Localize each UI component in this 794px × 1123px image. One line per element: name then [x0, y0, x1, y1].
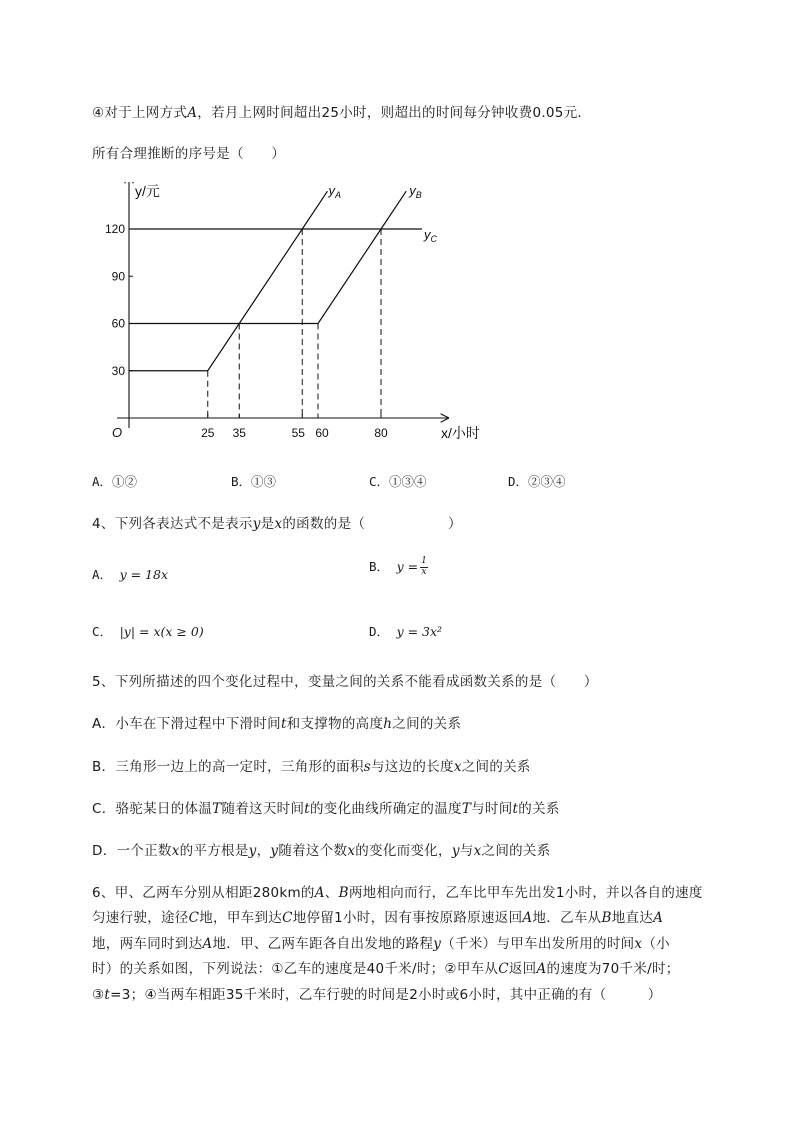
x-tick-label: 35	[232, 426, 246, 440]
chart-labels	[105, 183, 480, 441]
series-label-yA: $y_A$	[328, 183, 341, 201]
q6-line-2: 匀速行驶，途径C地，甲车到达C地停留1小时，因有事按原路原速返回A地．乙车从B地直达A	[92, 910, 664, 926]
series-label-yB: $y_B$	[409, 183, 422, 201]
q5-option-a[interactable]: A．小车在下滑过程中下滑时间t和支撑物的高度h之间的关系	[92, 716, 462, 732]
q5-option-d[interactable]: D．一个正数x的平方根是y，y随着这个数x的变化而变化，y与x之间的关系	[92, 843, 551, 859]
q4-option-a[interactable]: A． y = 18x	[92, 567, 168, 582]
q3-option-d[interactable]: D．②③④	[508, 474, 566, 489]
q4-stem: 4、下列各表达式不是表示y是x的函数的是（ ）	[92, 516, 462, 532]
series-line-yB	[129, 191, 406, 323]
q6-line-3: 地，两车同时到达A地．甲、乙两车距各自出发地的路程y（千米）与甲车出发所用的时间x（小	[92, 936, 670, 952]
chart-axes	[117, 182, 448, 428]
q6-line-4: 时）的关系如图，下列说法：①乙车的速度是40千米/时；②甲车从C返回A的速度为70千米/时；	[92, 961, 680, 977]
y-tick-label: 90	[111, 269, 125, 284]
q4-option-c[interactable]: C． |y| = x(x ≥ 0)	[92, 624, 204, 639]
q5-option-b[interactable]: B．三角形一边上的高一定时，三角形的面积s与这边的长度x之间的关系	[92, 759, 531, 775]
q6-line-5: ③t=3；④当两车相距35千米时，乙车行驶的时间是2小时或6小时，其中正确的有（ ）	[92, 987, 662, 1003]
fraction-1-over-x: $\frac{1}{x}$	[421, 556, 427, 577]
y-tick-label: 30	[111, 363, 125, 378]
y-tick-label: 120	[104, 222, 125, 236]
x-tick-label: 55	[291, 426, 305, 440]
origin-label: O	[112, 425, 123, 440]
q5-option-c[interactable]: C．骆驼某日的体温T随着这天时间t的变化曲线所确定的温度T与时间t的关系	[92, 801, 560, 817]
x-tick-label: 60	[315, 426, 329, 440]
series-line-yA	[129, 191, 327, 371]
x-tick-label: 80	[374, 426, 388, 440]
q4-option-d[interactable]: D． y = 3x²	[369, 624, 443, 639]
x-tick-label: 25	[201, 426, 215, 440]
q3-option-c[interactable]: C．①③④	[369, 474, 427, 489]
q5-stem: 5、下列所描述的四个变化过程中，变量之间的关系不能看成函数关系的是（ ）	[92, 674, 598, 690]
q3-option-a[interactable]: A．①②	[92, 474, 138, 489]
series-label-yC: $y_C$	[423, 227, 437, 244]
x-axis-label: x/小时	[441, 425, 480, 441]
q3-option-b[interactable]: B．①③	[231, 474, 277, 489]
y-tick-label: 60	[111, 316, 125, 331]
q3-prompt: 所有合理推断的序号是（ ）	[92, 146, 286, 162]
chart-lines	[129, 191, 422, 371]
function-graph	[95, 182, 515, 447]
y-axis-label: y/元	[135, 182, 160, 199]
q6-line-1: 6、甲、乙两车分别从相距280km的A、B两地相向而行，乙车比甲车先出发1小时，并以各自的速度	[92, 885, 703, 901]
q4-option-b[interactable]: B． y = $\frac{1}{x}$	[369, 556, 427, 577]
q3-statement-4: ④对于上网方式A，若月上网时间超出25小时，则超出的时间每分钟收费0.05元．	[92, 105, 592, 121]
